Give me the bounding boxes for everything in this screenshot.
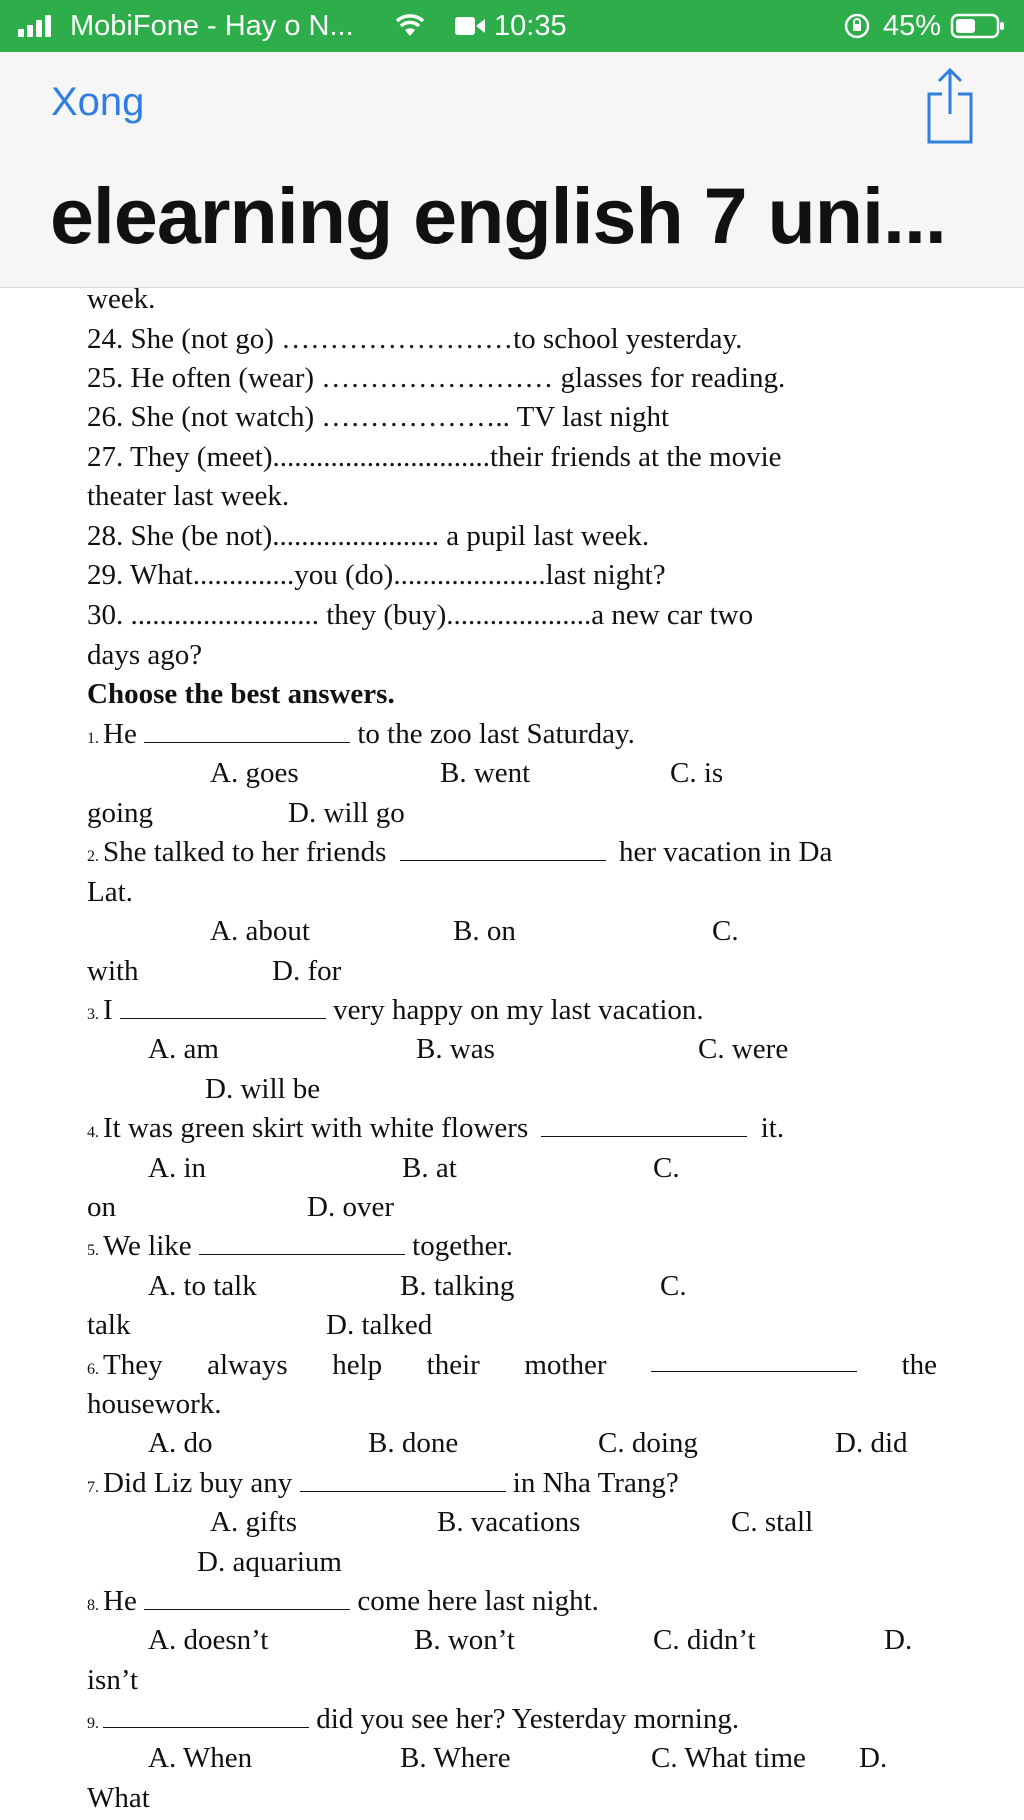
signal-icon <box>18 0 51 52</box>
option: B. won’t <box>414 1624 515 1656</box>
option: D. will be <box>205 1073 321 1105</box>
doc-line: week. <box>87 288 156 315</box>
question-7: 7. Did Liz buy any in Nha Trang? <box>87 1467 679 1499</box>
option: D. talked <box>326 1309 433 1341</box>
option: A. am <box>148 1033 219 1065</box>
option: A. When <box>148 1742 253 1774</box>
wifi-icon <box>395 0 425 52</box>
option: D. did <box>835 1427 908 1459</box>
doc-line: 26. She (not watch) ……………….. TV last night <box>87 401 670 433</box>
option: B. was <box>416 1033 495 1065</box>
option: B. on <box>453 915 516 947</box>
share-button[interactable] <box>922 64 978 144</box>
option: C. didn’t <box>653 1624 756 1656</box>
option: A. to talk <box>148 1270 257 1302</box>
option: D. aquarium <box>197 1546 342 1578</box>
option: B. vacations <box>437 1506 581 1538</box>
option: D. <box>884 1624 913 1656</box>
battery-percent: 45% <box>883 9 942 42</box>
option: D. over <box>307 1191 394 1223</box>
option: C. What time <box>651 1742 806 1774</box>
answer-blank <box>199 1231 405 1255</box>
done-button[interactable]: Xong <box>51 80 145 124</box>
doc-line: 29. What..............you (do).....................last night? <box>87 559 666 591</box>
option: C. stall <box>731 1506 814 1538</box>
option: B. Where <box>400 1742 511 1774</box>
doc-line: days ago? <box>87 639 203 671</box>
navigation-bar <box>0 52 1024 288</box>
doc-line: 28. She (be not)....................... a pupil last week. <box>87 520 650 552</box>
video-camera-icon <box>455 0 487 52</box>
option: D. for <box>272 955 342 987</box>
question-6: 6. They always help their mother the <box>87 1349 937 1381</box>
question-8: 8. He come here last night. <box>87 1585 599 1617</box>
question-continuation: housework. <box>87 1388 222 1420</box>
document-view[interactable] <box>0 288 1024 1820</box>
question-4: 4. It was green skirt with white flowers it. <box>87 1112 785 1144</box>
question-number: 1. <box>87 730 99 747</box>
question-3: 3. I very happy on my last vacation. <box>87 994 704 1026</box>
doc-line: 27. They (meet)..............................their friends at the movie <box>87 441 782 473</box>
status-bar <box>0 0 1024 52</box>
share-icon <box>922 64 978 144</box>
option: talk <box>87 1309 131 1341</box>
page-title: elearning english 7 uni... <box>50 171 946 260</box>
option: B. talking <box>400 1270 515 1302</box>
answer-blank <box>144 719 350 743</box>
answer-blank <box>300 1468 506 1492</box>
option: D. will go <box>288 797 405 829</box>
option: A. in <box>148 1152 206 1184</box>
doc-line: theater last week. <box>87 480 290 512</box>
question-9: 9. did you see her? Yesterday morning. <box>87 1703 740 1735</box>
option: C. <box>653 1152 680 1184</box>
option: C. <box>712 915 739 947</box>
doc-line: 24. She (not go) ……………………to school yesterday. <box>87 323 743 355</box>
question-2: 2. She talked to her friends her vacation in Da <box>87 836 833 868</box>
option: A. doesn’t <box>148 1624 269 1656</box>
orientation-lock-icon <box>843 0 871 52</box>
option: A. goes <box>210 757 299 789</box>
doc-line: 25. He often (wear) …………………… glasses for reading. <box>87 362 786 394</box>
question-5: 5. We like together. <box>87 1230 513 1262</box>
answer-blank <box>120 995 326 1019</box>
option: going <box>87 797 154 829</box>
answer-blank <box>651 1348 857 1372</box>
option: B. went <box>440 757 531 789</box>
option: D. <box>859 1742 888 1774</box>
carrier-label: MobiFone - Hay o N... <box>70 9 354 42</box>
question-1: 1. He to the zoo last Saturday. <box>87 718 635 750</box>
option: B. done <box>368 1427 459 1459</box>
option: isn’t <box>87 1664 139 1696</box>
option: on <box>87 1191 116 1223</box>
answer-blank <box>541 1113 747 1137</box>
battery-icon <box>950 0 1006 52</box>
option: A. do <box>148 1427 213 1459</box>
answer-blank <box>400 837 606 861</box>
clock-time: 10:35 <box>494 9 567 42</box>
answer-blank <box>144 1586 350 1610</box>
option: What <box>87 1782 150 1814</box>
question-continuation: Lat. <box>87 876 133 908</box>
option: B. at <box>402 1152 457 1184</box>
option: C. doing <box>598 1427 698 1459</box>
doc-line: 30. .......................... they (buy)....................a new car two <box>87 599 754 631</box>
section-heading: Choose the best answers. <box>87 678 395 710</box>
option: C. is <box>670 757 724 789</box>
option: C. were <box>698 1033 789 1065</box>
answer-blank <box>103 1704 309 1728</box>
option: A. about <box>210 915 310 947</box>
option: with <box>87 955 139 987</box>
option: C. <box>660 1270 687 1302</box>
option: A. gifts <box>210 1506 297 1538</box>
